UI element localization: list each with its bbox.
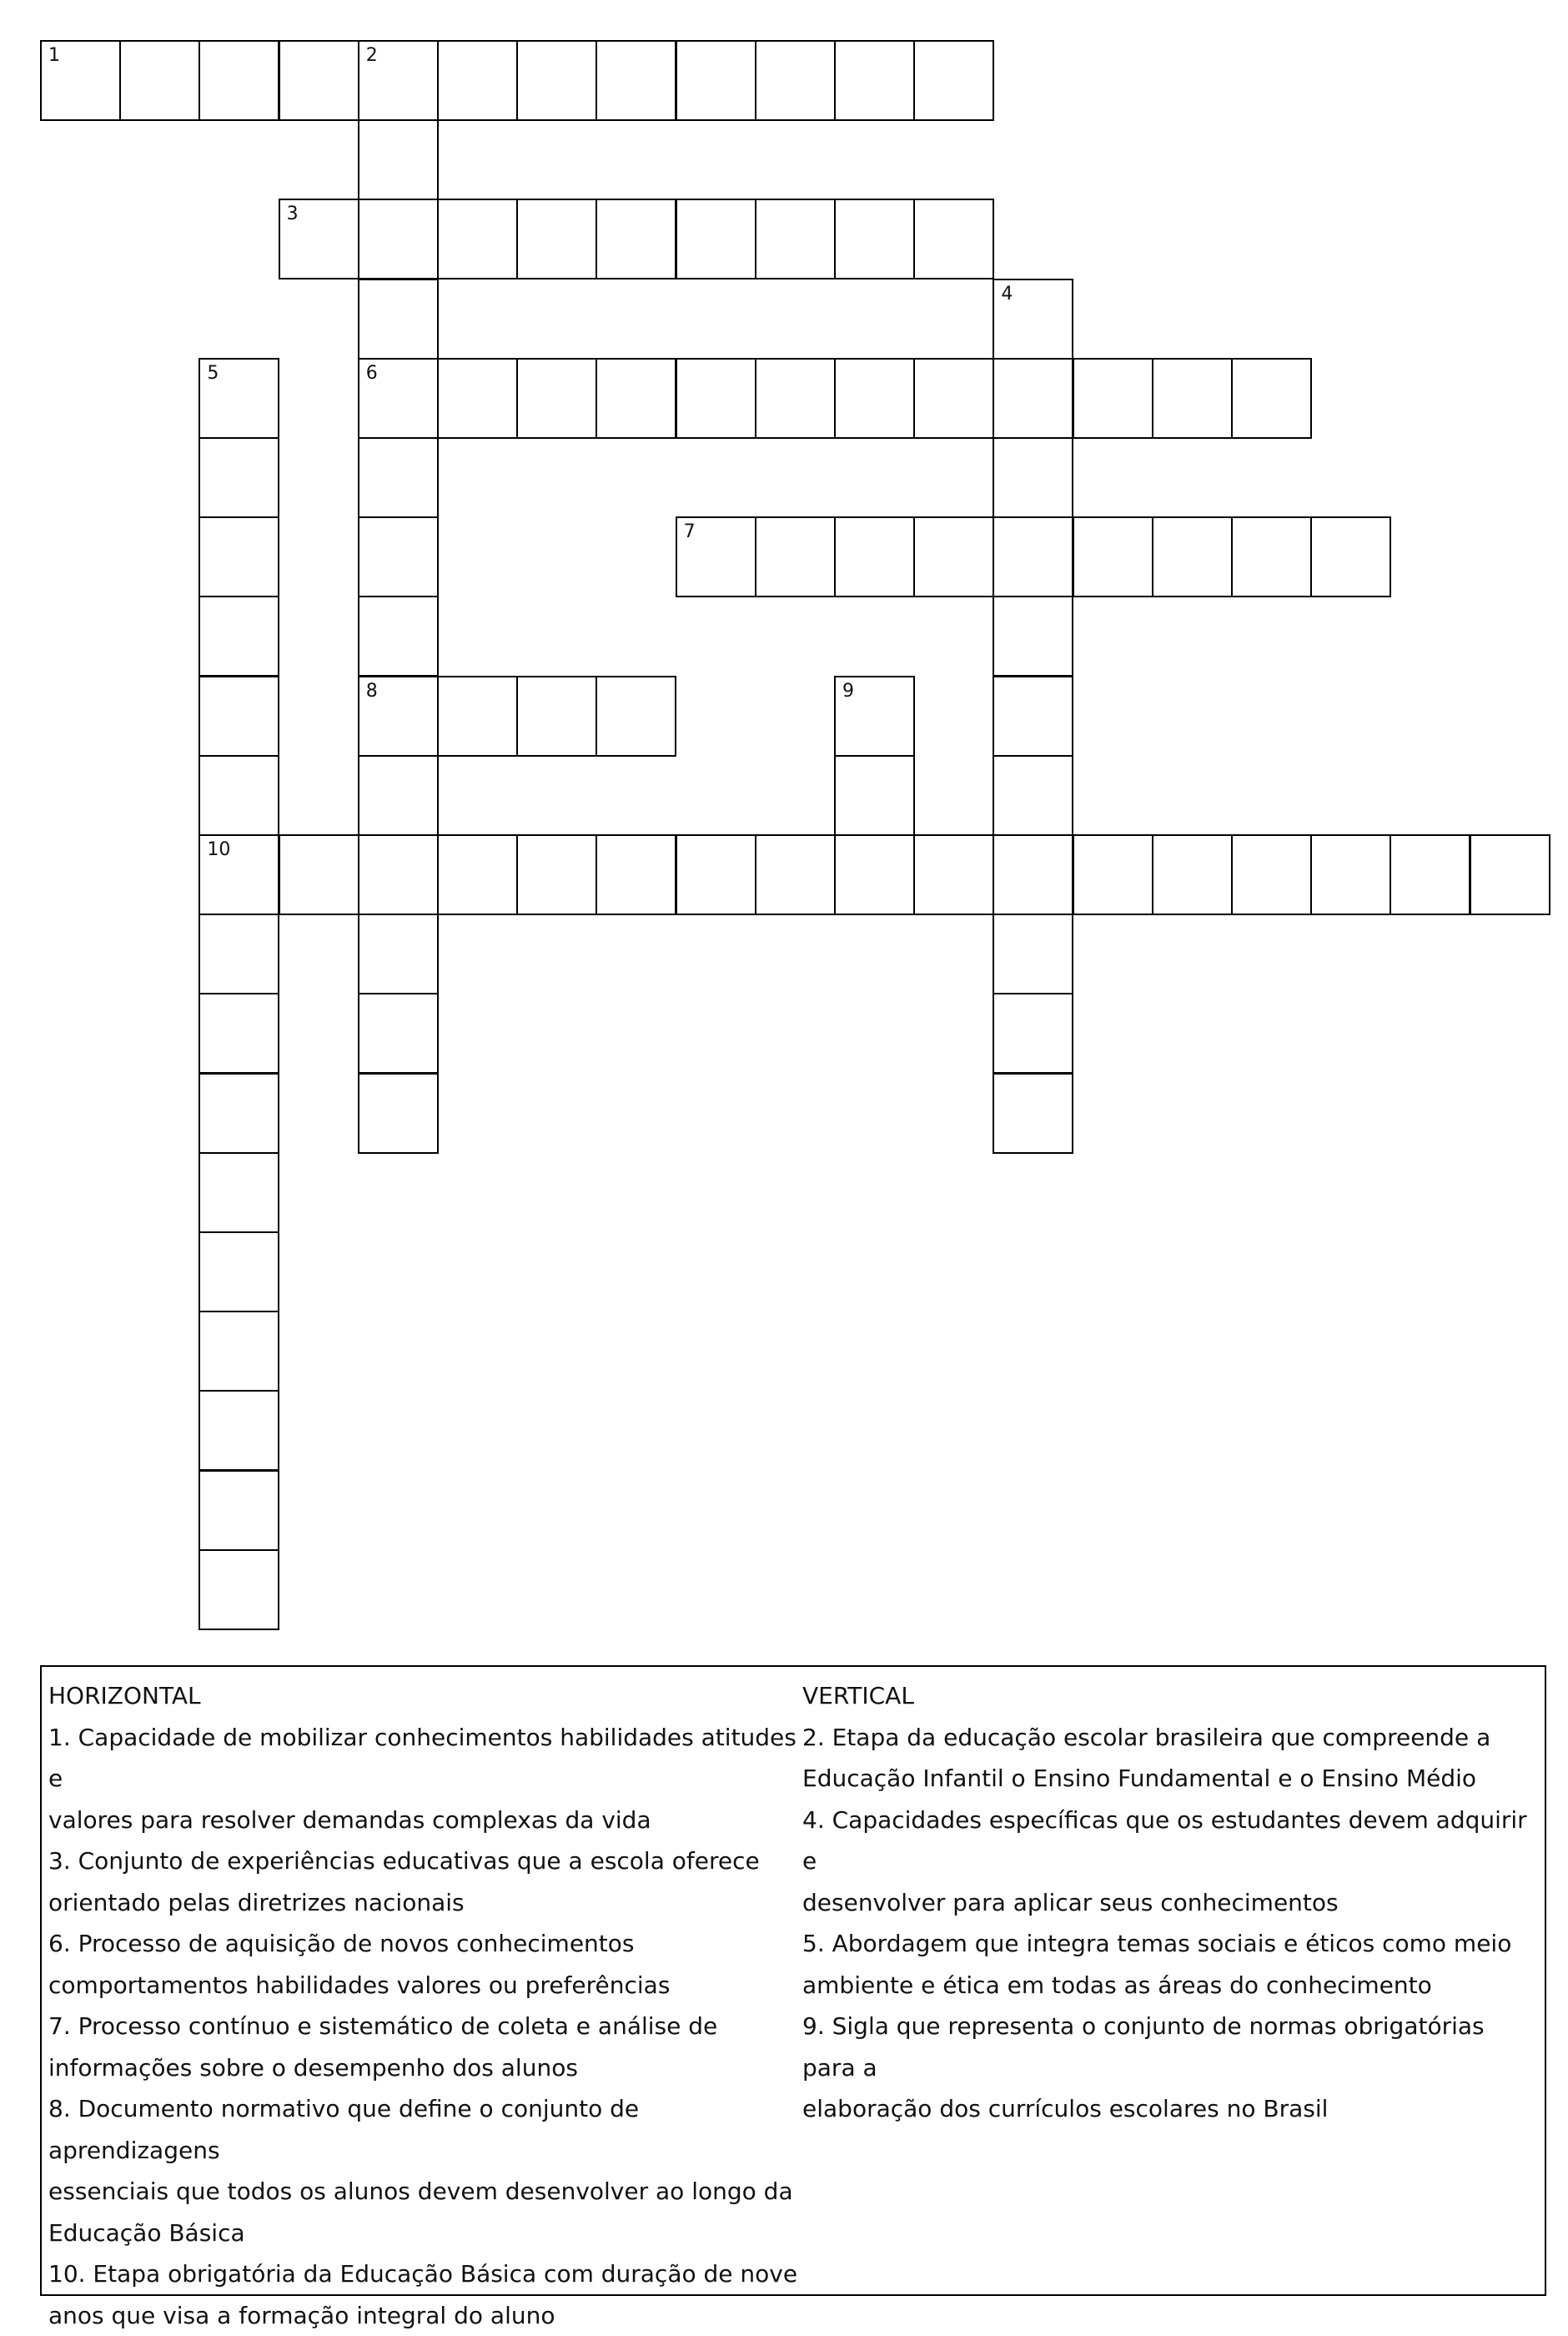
- clue-number: 3: [287, 205, 299, 224]
- crossword-cell[interactable]: [358, 596, 439, 677]
- crossword-cell[interactable]: [437, 358, 518, 439]
- crossword-cell[interactable]: [199, 516, 279, 597]
- crossword-cell[interactable]: [596, 358, 676, 439]
- crossword-cell[interactable]: [1310, 516, 1391, 597]
- crossword-cell[interactable]: [199, 1073, 279, 1154]
- crossword-cell[interactable]: [993, 1073, 1073, 1154]
- down-clue-line: ambiente e ética em todas as áreas do conhecimento: [802, 1965, 1545, 2006]
- crossword-cell[interactable]: [279, 834, 359, 915]
- crossword-cell[interactable]: [913, 834, 994, 915]
- across-clue-line: 1. Capacidade de mobilizar conhecimentos habilidades atitudes e: [48, 1717, 799, 1800]
- crossword-cell[interactable]: [358, 755, 439, 836]
- crossword-cell[interactable]: [913, 199, 994, 279]
- down-clue-line: 5. Abordagem que integra temas sociais e éticos como meio: [802, 1923, 1545, 1965]
- crossword-cell[interactable]: [279, 199, 359, 279]
- across-clue-line: orientado pelas diretrizes nacionais: [48, 1882, 799, 1924]
- crossword-cell[interactable]: [199, 834, 279, 915]
- crossword-cell[interactable]: [676, 516, 756, 597]
- across-heading: HORIZONTAL: [48, 1675, 799, 1717]
- crossword-cell[interactable]: [358, 119, 439, 200]
- clue-number: 6: [366, 365, 378, 383]
- down-heading: VERTICAL: [802, 1675, 1545, 1717]
- crossword-cell[interactable]: [834, 516, 915, 597]
- clue-number: 10: [207, 841, 230, 859]
- crossword-cell[interactable]: [1152, 516, 1233, 597]
- clue-number: 5: [207, 365, 219, 383]
- crossword-cell[interactable]: [358, 676, 439, 757]
- crossword-cell[interactable]: [358, 279, 439, 360]
- down-clue-line: 9. Sigla que representa o conjunto de normas obrigatórias para a: [802, 2006, 1545, 2088]
- crossword-cell[interactable]: [676, 199, 756, 279]
- crossword-cell[interactable]: [199, 596, 279, 677]
- crossword-cell[interactable]: [993, 755, 1073, 836]
- across-clue-line: 7. Processo contínuo e sistemático de coleta e análise de: [48, 2006, 799, 2047]
- down-clue-line: desenvolver para aplicar seus conhecimentos: [802, 1882, 1545, 1924]
- across-clue-line: 3. Conjunto de experiências educativas que a escola oferece: [48, 1840, 799, 1882]
- crossword-cell[interactable]: [1152, 834, 1233, 915]
- crossword-cell[interactable]: [993, 914, 1073, 994]
- crossword-cell[interactable]: [516, 199, 597, 279]
- across-clues: [48, 1675, 799, 2336]
- crossword-cell[interactable]: [834, 40, 915, 121]
- crossword-cell[interactable]: [279, 40, 359, 121]
- crossword-cell[interactable]: [199, 437, 279, 518]
- across-clue-line: 6. Processo de aquisição de novos conhecimentos: [48, 1923, 799, 1965]
- crossword-cell[interactable]: [676, 834, 756, 915]
- crossword-cell[interactable]: [1390, 834, 1470, 915]
- crossword-cell[interactable]: [1073, 358, 1153, 439]
- crossword-cell[interactable]: [119, 40, 200, 121]
- crossword-cell[interactable]: [993, 358, 1073, 439]
- crossword-cell[interactable]: [755, 40, 836, 121]
- down-clue-line: 2. Etapa da educação escolar brasileira que compreende a: [802, 1717, 1545, 1759]
- crossword-cell[interactable]: [437, 834, 518, 915]
- crossword-cell[interactable]: [834, 834, 915, 915]
- down-clue-line: 4. Capacidades específicas que os estudantes devem adquirir e: [802, 1800, 1545, 1882]
- crossword-cell[interactable]: [1073, 834, 1153, 915]
- crossword-cell[interactable]: [1231, 516, 1312, 597]
- across-clue-line: Educação Básica: [48, 2213, 799, 2254]
- clue-number: 8: [366, 682, 378, 701]
- clue-number: 2: [366, 47, 378, 65]
- crossword-cell[interactable]: [596, 676, 676, 757]
- crossword-cell[interactable]: [199, 40, 279, 121]
- crossword-cell[interactable]: [993, 676, 1073, 757]
- crossword-cell[interactable]: [993, 437, 1073, 518]
- crossword-cell[interactable]: [834, 358, 915, 439]
- crossword-cell[interactable]: [993, 279, 1073, 360]
- crossword-cell[interactable]: [596, 834, 676, 915]
- across-clue-line: valores para resolver demandas complexas da vida: [48, 1800, 799, 1841]
- crossword-cell[interactable]: [1310, 834, 1391, 915]
- crossword-cell[interactable]: [993, 596, 1073, 677]
- crossword-cell[interactable]: [358, 358, 439, 439]
- crossword-cell[interactable]: [358, 199, 439, 279]
- crossword-cell[interactable]: [437, 199, 518, 279]
- crossword-cell[interactable]: [755, 199, 836, 279]
- crossword-cell[interactable]: [199, 1311, 279, 1392]
- crossword-cell[interactable]: [199, 1231, 279, 1312]
- crossword-cell[interactable]: [199, 993, 279, 1074]
- crossword-cell[interactable]: [913, 358, 994, 439]
- crossword-cell[interactable]: [516, 834, 597, 915]
- crossword-cell[interactable]: [993, 516, 1073, 597]
- crossword-cell[interactable]: [755, 358, 836, 439]
- crossword-cell[interactable]: [199, 1549, 279, 1630]
- crossword-cell[interactable]: [755, 834, 836, 915]
- crossword-cell[interactable]: [358, 1073, 439, 1154]
- crossword-cell[interactable]: [676, 40, 756, 121]
- crossword-cell[interactable]: [40, 40, 121, 121]
- across-clue-line: essenciais que todos os alunos devem desenvolver ao longo da: [48, 2171, 799, 2213]
- crossword-cell[interactable]: [199, 1470, 279, 1551]
- across-clue-line: 8. Documento normativo que define o conjunto de aprendizagens: [48, 2088, 799, 2171]
- crossword-cell[interactable]: [516, 676, 597, 757]
- crossword-cell[interactable]: [596, 199, 676, 279]
- crossword-cell[interactable]: [199, 358, 279, 439]
- crossword-cell[interactable]: [358, 437, 439, 518]
- crossword-cell[interactable]: [1470, 834, 1550, 915]
- crossword-cell[interactable]: [358, 516, 439, 597]
- crossword-cell[interactable]: [913, 40, 994, 121]
- crossword-cell[interactable]: [358, 914, 439, 994]
- down-clue-line: Educação Infantil o Ensino Fundamental e o Ensino Médio: [802, 1758, 1545, 1800]
- crossword-cell[interactable]: [437, 40, 518, 121]
- crossword-cell[interactable]: [199, 914, 279, 994]
- crossword-cell[interactable]: [516, 358, 597, 439]
- crossword-cell[interactable]: [199, 755, 279, 836]
- across-clue-line: informações sobre o desempenho dos alunos: [48, 2047, 799, 2089]
- down-clues: [802, 1675, 1545, 2130]
- across-clue-line: comportamentos habilidades valores ou preferências: [48, 1965, 799, 2006]
- crossword-cell[interactable]: [1073, 516, 1153, 597]
- crossword-cell[interactable]: [358, 40, 439, 121]
- crossword-cell[interactable]: [913, 516, 994, 597]
- clue-number: 1: [48, 47, 60, 65]
- crossword-cell[interactable]: [1152, 358, 1233, 439]
- crossword-cell[interactable]: [755, 516, 836, 597]
- clue-number: 4: [1001, 285, 1013, 304]
- crossword-cell[interactable]: [1231, 358, 1312, 439]
- crossword-cell[interactable]: [676, 358, 756, 439]
- crossword-cell[interactable]: [834, 755, 915, 836]
- crossword-cell[interactable]: [358, 834, 439, 915]
- crossword-cell[interactable]: [199, 1390, 279, 1471]
- crossword-cell[interactable]: [834, 676, 915, 757]
- crossword-cell[interactable]: [993, 993, 1073, 1074]
- crossword-cell[interactable]: [1231, 834, 1312, 915]
- crossword-cell[interactable]: [516, 40, 597, 121]
- across-clue-line: anos que visa a formação integral do aluno: [48, 2295, 799, 2336]
- crossword-cell[interactable]: [834, 199, 915, 279]
- clue-number: 7: [684, 523, 696, 541]
- crossword-cell[interactable]: [199, 676, 279, 757]
- clues-box: [40, 1665, 1546, 2296]
- across-clue-line: 10. Etapa obrigatória da Educação Básica com duração de nove: [48, 2253, 799, 2295]
- down-clue-line: elaboração dos currículos escolares no Brasil: [802, 2088, 1545, 2130]
- crossword-cell[interactable]: [993, 834, 1073, 915]
- crossword-cell[interactable]: [358, 993, 439, 1074]
- crossword-cell[interactable]: [596, 40, 676, 121]
- clue-number: 9: [842, 682, 854, 701]
- crossword-cell[interactable]: [437, 676, 518, 757]
- crossword-cell[interactable]: [199, 1152, 279, 1233]
